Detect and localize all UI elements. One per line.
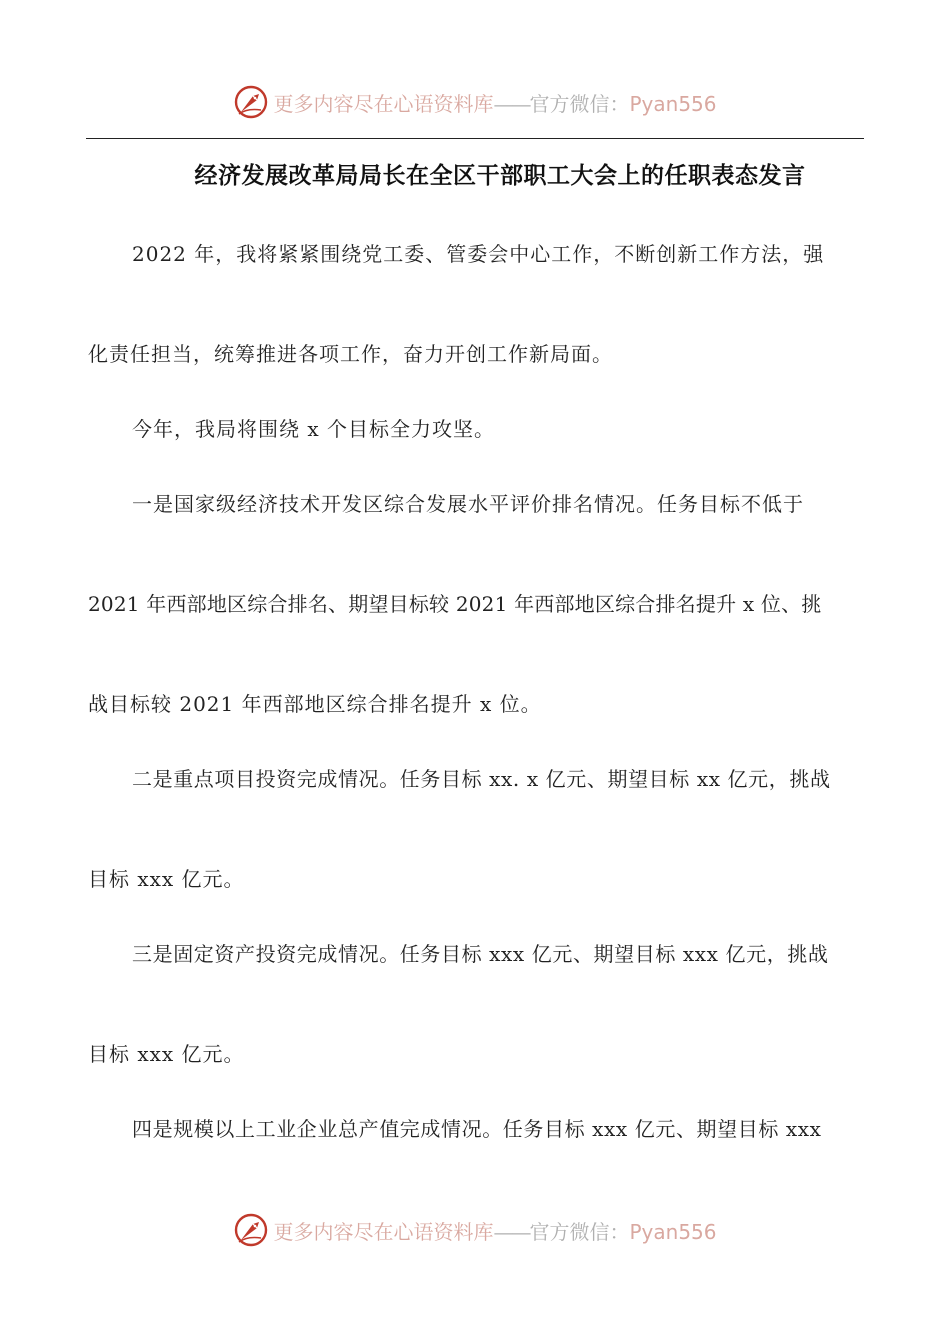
header-divider: [86, 138, 864, 139]
pen-nib-seal-icon: [233, 1212, 269, 1248]
watermark-label: 官方微信：: [529, 1219, 630, 1244]
body-line: 四是规模以上工业企业总产值完成情况。任务目标 xxx 亿元、期望目标 xxx: [132, 1117, 822, 1141]
pen-nib-seal-icon: [233, 84, 269, 120]
watermark-text: [273, 1216, 716, 1245]
footer-watermark: [0, 1212, 950, 1248]
header-watermark: [0, 84, 950, 120]
body-line: 战目标较 2021 年西部地区综合排名提升 x 位。: [88, 692, 542, 716]
watermark-site: 更多内容尽在心语资料库: [273, 91, 494, 116]
body-line: 目标 xxx 亿元。: [88, 867, 245, 891]
watermark-site: 更多内容尽在心语资料库: [273, 1219, 494, 1244]
body-line: 今年，我局将围绕 x 个目标全力攻坚。: [132, 417, 495, 441]
watermark-dash: ——: [493, 91, 530, 116]
body-line: 化责任担当，统筹推进各项工作，奋力开创工作新局面。: [88, 342, 613, 366]
watermark-label: 官方微信：: [529, 91, 630, 116]
body-line: 二是重点项目投资完成情况。任务目标 xx. x 亿元、期望目标 xx 亿元，挑战: [132, 767, 831, 791]
body-line: 2022 年，我将紧紧围绕党工委、管委会中心工作，不断创新工作方法，强: [132, 242, 825, 266]
document-title: 经济发展改革局局长在全区干部职工大会上的任职表态发言: [194, 162, 806, 189]
body-line: 三是固定资产投资完成情况。任务目标 xxx 亿元、期望目标 xxx 亿元，挑战: [132, 942, 829, 966]
body-line: 2021 年西部地区综合排名、期望目标较 2021 年西部地区综合排名提升 x 位、挑: [88, 592, 822, 616]
watermark-dash: ——: [493, 1219, 530, 1244]
body-line: 目标 xxx 亿元。: [88, 1042, 245, 1066]
body-line: 一是国家级经济技术开发区综合发展水平评价排名情况。任务目标不低于: [132, 492, 804, 516]
watermark-wechat: Pyan556: [629, 91, 717, 116]
watermark-wechat: Pyan556: [629, 1219, 717, 1244]
watermark-text: [273, 88, 716, 117]
